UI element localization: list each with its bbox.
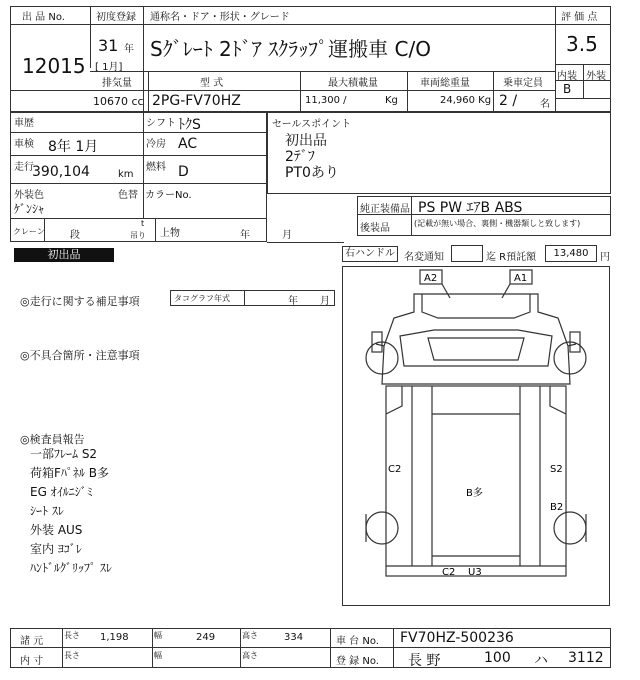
sales-points-label: セールスポイント (272, 119, 352, 130)
mileage-value: 390,104 (32, 164, 90, 180)
report-line: ﾊﾝﾄﾞﾙｸﾞﾘｯﾌﾟ ｽﾚ (30, 561, 112, 575)
lot-number: 12015 (22, 54, 86, 78)
tachograph-year-unit: 年 (288, 296, 298, 307)
aircon-label: 冷房 (146, 139, 166, 150)
right-hand-drive-badge: 右ハンドル (342, 246, 398, 262)
inspector-report-heading: ◎検査員報告 (20, 433, 85, 446)
marker-a2: A2 (424, 273, 438, 284)
registration-kana: ハ (534, 653, 548, 669)
crane-tons-unit: t (141, 219, 145, 228)
registration-number: 3112 (568, 650, 604, 666)
exterior-color-value: ｹﾞﾝｼｬ (14, 202, 45, 216)
displacement-value: 10670 cc (93, 95, 144, 108)
first-registration-label: 初度登録 (96, 12, 136, 23)
first-listing-badge: 初出品 (14, 248, 114, 262)
crane-steps-unit: 段 (70, 230, 80, 241)
registration-area: 長 野 (408, 653, 441, 669)
length-label: 長さ (64, 651, 80, 660)
shift-value: ﾄｸS (178, 117, 201, 133)
length-value: 1,198 (100, 632, 129, 643)
mileage-label: 走行 (14, 162, 34, 173)
capacity-value: 2 / (499, 93, 518, 109)
marker-b2-right: B2 (550, 502, 564, 513)
inspection-label: 車検 (14, 139, 34, 150)
score-label: 評 価 点 (561, 12, 598, 23)
sales-point-line: 初出品 (285, 133, 327, 149)
history-label: 車歴 (14, 118, 34, 129)
crane-label: クレーン (13, 227, 45, 236)
crane-hoist-unit: 吊り (130, 231, 146, 240)
model-name-label: 通称名・ドア・形状・グレード (150, 12, 290, 23)
meter-change-label: 名変通知 (404, 252, 444, 263)
report-line: ｼｰﾄ ｽﾚ (30, 504, 64, 518)
mileage-unit: km (118, 169, 134, 180)
length-label: 長さ (64, 631, 80, 640)
max-load-unit: Kg (385, 95, 398, 106)
capacity-unit: 名 (540, 99, 550, 110)
deposit-value: 13,480 (545, 245, 597, 262)
color-change-label: 色替 (118, 190, 138, 201)
report-line: EG ｵｲﾙﾆｼﾞﾐ (30, 485, 93, 499)
registration-label: 登 録 No. (336, 656, 379, 667)
displacement-label: 排気量 (102, 78, 132, 89)
report-line: 外装 AUS (30, 523, 83, 537)
mounted-month-unit: 月 (282, 230, 292, 241)
report-line: 一部ﾌﾚｰﾑ S2 (30, 447, 98, 461)
truck-diagram (342, 266, 610, 606)
max-load-value: 11,300 / (305, 95, 347, 106)
dims-label: 諸 元 (20, 636, 44, 647)
type-value: 2PG-FV70HZ (152, 93, 241, 109)
color-code-label: カラーNo. (145, 190, 192, 201)
sales-point-line: 2ﾃﾞﾌ (285, 149, 315, 165)
registration-month: [ 1月] (95, 62, 123, 73)
mounted-year-unit: 年 (240, 230, 250, 241)
fuel-value: D (178, 164, 189, 180)
exterior-grade-label: 外装 (586, 71, 606, 82)
report-line: 室内 ﾖｺﾞﾚ (30, 542, 82, 556)
odometer-label: 迄 R預託額 (486, 252, 537, 263)
report-line: 荷箱Fﾊﾟﾈﾙ B多 (30, 466, 109, 480)
interior-grade: B (563, 82, 572, 96)
marker-a1: A1 (514, 273, 528, 284)
tachograph-label: タコグラフ年式 (174, 294, 230, 303)
registration-class: 100 (484, 650, 511, 666)
max-load-label: 最大積載量 (328, 78, 378, 89)
retrofit-label: 後装品 (360, 223, 390, 234)
aircon-value: AC (178, 136, 198, 152)
mounted-body-label: 上物 (160, 228, 180, 239)
height-label: 高さ (242, 631, 258, 640)
capacity-label: 乗車定員 (503, 78, 543, 89)
marker-c2-left: C2 (388, 464, 402, 475)
interior-grade-label: 内装 (557, 71, 577, 82)
sales-point-line: PT0あり (285, 165, 339, 181)
fuel-label: 燃料 (146, 162, 166, 173)
registration-year: 31 (98, 36, 119, 55)
equipment-value: PS PW ｴｱB ABS (418, 200, 523, 216)
overall-score: 3.5 (566, 32, 598, 56)
height-label: 高さ (242, 651, 258, 660)
gross-weight-label: 車両総重量 (420, 78, 470, 89)
inspection-value: 8年 1月 (48, 139, 99, 155)
chassis-label: 車 台 No. (336, 636, 379, 647)
lot-label: 出 品 No. (22, 12, 65, 23)
width-value: 249 (196, 632, 216, 643)
gross-weight-value: 24,960 Kg (440, 95, 492, 106)
vehicle-name: Sｸﾞﾚｰﾄ 2ﾄﾞｱ ｽｸﾗｯﾌﾟ運搬車 C/O (150, 37, 431, 61)
deposit-unit: 円 (600, 252, 610, 263)
marker-c2-bottom: C2 (442, 567, 456, 578)
retrofit-note: (記載が無い場合、裏側・機器類しと致します) (414, 219, 581, 228)
shift-label: シフト (146, 118, 176, 129)
width-label: 幅 (154, 631, 162, 640)
chassis-number: FV70HZ-500236 (400, 630, 514, 646)
marker-u3: U3 (468, 567, 482, 578)
tachograph-month-unit: 月 (320, 296, 330, 307)
interior-dims-label: 内 寸 (20, 656, 44, 667)
defects-heading: ◎不具合箇所・注意事項 (20, 349, 140, 362)
meter-change-box (451, 245, 483, 262)
height-value: 334 (284, 632, 304, 643)
type-label: 型 式 (200, 78, 224, 89)
equipment-label: 純正装備品 (360, 204, 410, 215)
exterior-color-label: 外装色 (14, 190, 44, 201)
width-label: 幅 (154, 651, 162, 660)
marker-b-many: B多 (466, 488, 483, 499)
driving-notes-heading: ◎走行に関する補足事項 (20, 295, 140, 308)
year-unit: 年 (124, 44, 134, 55)
marker-s2-right: S2 (550, 464, 563, 475)
